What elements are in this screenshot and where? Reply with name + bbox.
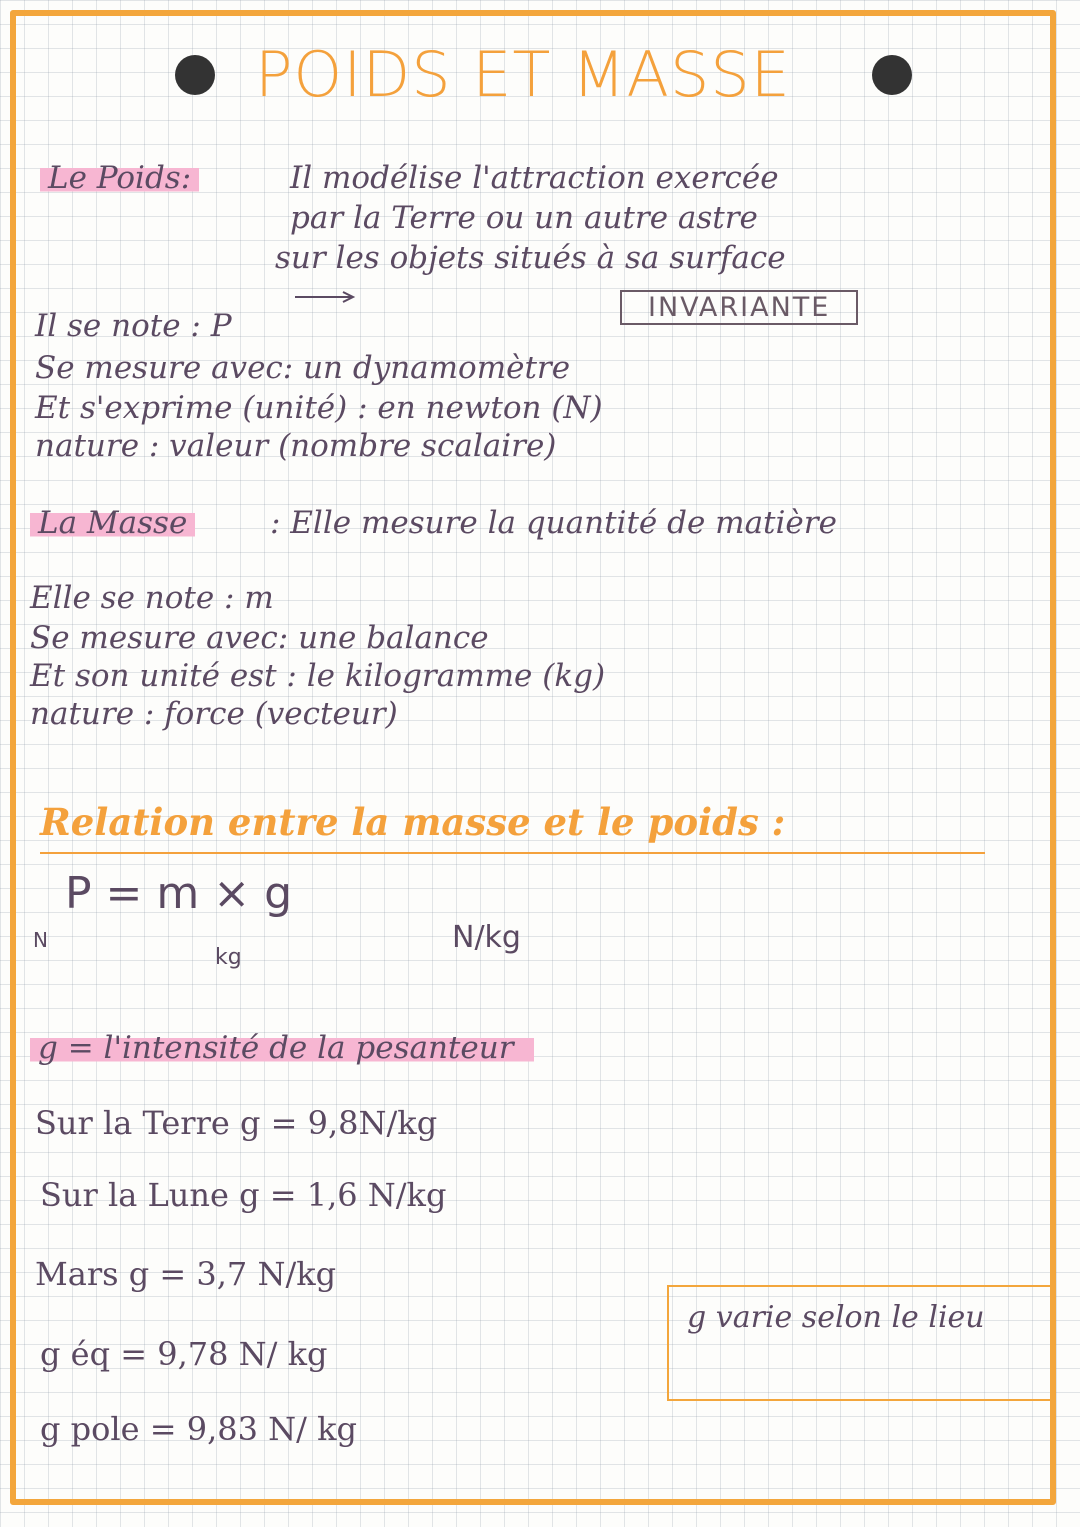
page-title: POIDS ET MASSE [255, 38, 791, 111]
vector-arrow-icon [293, 290, 357, 304]
g-varie-note: g varie selon le lieu [667, 1285, 1052, 1401]
poids-nature: nature : valeur (nombre scalaire) [35, 428, 557, 464]
relation-formula: P = m × g [65, 868, 293, 919]
pesanteur-definition: g = l'intensité de la pesanteur [30, 1030, 534, 1066]
pesanteur-wrap [30, 1030, 534, 1066]
bullet-left-icon [175, 55, 215, 95]
bullet-right-icon [872, 55, 912, 95]
g-equateur: g éq = 9,78 N/ kg [40, 1335, 328, 1373]
masse-label-wrap [30, 505, 195, 541]
g-pole: g pole = 9,83 N/ kg [40, 1410, 357, 1448]
masse-mesure: Se mesure avec: une balance [30, 620, 489, 656]
poids-mesure: Se mesure avec: un dynamomètre [35, 350, 571, 386]
g-mars: Mars g = 3,7 N/kg [35, 1255, 337, 1293]
g-lune: Sur la Lune g = 1,6 N/kg [40, 1176, 447, 1214]
poids-label: Le Poids: [40, 160, 199, 196]
unit-p: N [33, 928, 48, 952]
poids-note: Il se note : P [35, 308, 232, 344]
poids-exprime: Et s'exprime (unité) : en newton (N) [35, 390, 603, 426]
poids-definition-2: par la Terre ou un autre astre [290, 200, 758, 236]
invariante-box: INVARIANTE [620, 290, 858, 325]
g-terre: Sur la Terre g = 9,8N/kg [35, 1104, 438, 1142]
masse-unite: Et son unité est : le kilogramme (kg) [30, 658, 606, 694]
masse-label: La Masse [30, 505, 195, 541]
poids-label-wrap [40, 160, 199, 196]
relation-underline [40, 852, 985, 854]
masse-note: Elle se note : m [30, 580, 274, 616]
unit-g: N/kg [452, 920, 521, 955]
poids-definition-3: sur les objets situés à sa surface [275, 240, 786, 276]
relation-heading: Relation entre la masse et le poids : [40, 800, 786, 844]
masse-nature: nature : force (vecteur) [30, 696, 398, 732]
poids-definition-1: Il modélise l'attraction exercée [290, 160, 779, 196]
masse-definition: : Elle mesure la quantité de matière [270, 505, 837, 541]
unit-m: kg [215, 945, 242, 970]
